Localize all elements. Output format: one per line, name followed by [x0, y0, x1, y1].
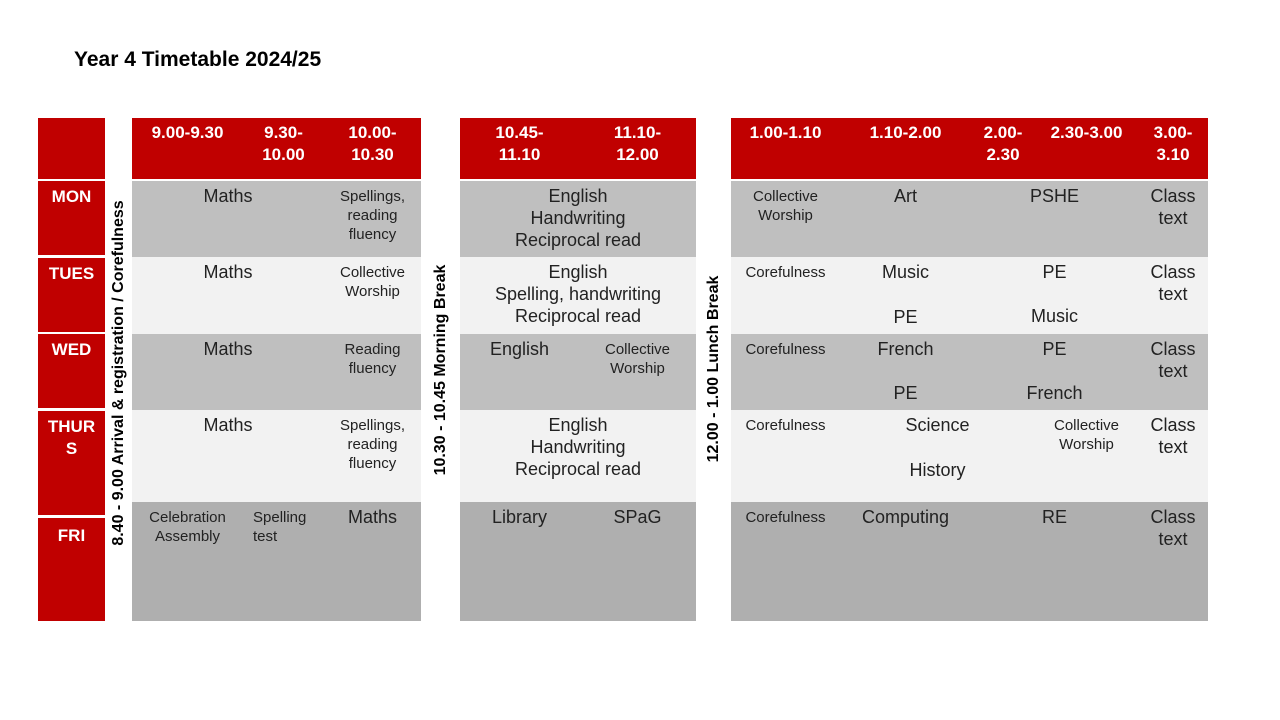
fri-spag: SPaG [579, 502, 696, 621]
wed-english: English [460, 334, 579, 410]
page-title: Year 4 Timetable 2024/25 [74, 48, 322, 71]
thurs-english: English Handwriting Reciprocal read [460, 410, 696, 502]
header-corner [38, 118, 105, 179]
tues-worship: Collective Worship [324, 257, 421, 334]
day-fri: FRI [38, 518, 105, 621]
mon-maths: Maths [132, 181, 324, 257]
fri-computing: Computing [840, 502, 971, 621]
wed-reading: Reading fluency [324, 334, 421, 410]
wed-french-pe [840, 334, 971, 410]
tues-class-text: Class text [1138, 257, 1208, 334]
thurs-history: History [909, 460, 966, 480]
tues-music: Music [881, 262, 929, 282]
wed-corefulness: Corefulness [731, 334, 840, 410]
thurs-class-text: Class text [1138, 410, 1208, 502]
fri-corefulness: Corefulness [731, 502, 840, 621]
wed-pe-french [971, 334, 1138, 410]
mon-pshe: PSHE [971, 181, 1138, 257]
day-wed: WED [38, 334, 105, 408]
tues-maths: Maths [132, 257, 324, 334]
mon-worship: Collective Worship [731, 181, 840, 257]
header-10-00: 10.00- 10.30 [324, 118, 421, 179]
morning-break-label: 10.30 - 10.45 Morning Break [432, 264, 449, 476]
fri-celebration-assembly: Celebration Assembly [132, 502, 243, 621]
fri-maths: Maths [324, 502, 421, 621]
thurs-maths: Maths [132, 410, 324, 502]
wed-french-b: French [1026, 383, 1083, 403]
mon-english: English Handwriting Reciprocal read [460, 181, 696, 257]
header-2-30: 2.30-3.00 [1035, 118, 1138, 179]
header-9-00: 9.00-9.30 [132, 118, 243, 179]
wed-maths: Maths [132, 334, 324, 410]
day-tues: TUES [38, 258, 105, 332]
header-1-00: 1.00-1.10 [731, 118, 840, 179]
tues-corefulness: Corefulness [731, 257, 840, 334]
fri-spelling-test: Spelling test [243, 502, 324, 621]
thurs-spellings: Spellings, reading fluency [324, 410, 421, 502]
tues-pe-music [971, 257, 1138, 334]
thurs-science: Science [905, 415, 970, 435]
arrival-break-label: 8.40 - 9.00 Arrival & registration / Corefulness [110, 200, 127, 546]
fri-re: RE [971, 502, 1138, 621]
tues-pe: PE [893, 307, 918, 327]
tues-pe-b: PE [1042, 262, 1067, 282]
thurs-worship: Collective Worship [1035, 410, 1138, 502]
tues-music-b: Music [1030, 306, 1078, 326]
lunch-break-label: 12.00 - 1.00 Lunch Break [705, 275, 722, 463]
mon-class-text: Class text [1138, 181, 1208, 257]
fri-library: Library [460, 502, 579, 621]
wed-class-text: Class text [1138, 334, 1208, 410]
mon-spellings: Spellings, reading fluency [324, 181, 421, 257]
header-11-10: 11.10- 12.00 [579, 118, 696, 179]
day-mon: MON [38, 181, 105, 255]
mon-art: Art [840, 181, 971, 257]
thurs-science-history [840, 410, 1035, 502]
header-10-45: 10.45- 11.10 [460, 118, 579, 179]
header-3-00: 3.00- 3.10 [1138, 118, 1208, 179]
wed-worship: Collective Worship [579, 334, 696, 410]
tues-music-pe [840, 257, 971, 334]
header-9-30: 9.30- 10.00 [243, 118, 324, 179]
fri-class-text: Class text [1138, 502, 1208, 621]
day-thurs: THUR S [38, 411, 105, 515]
wed-pe: PE [893, 383, 918, 403]
header-2-00: 2.00- 2.30 [971, 118, 1035, 179]
tues-english: English Spelling, handwriting Reciprocal read [460, 257, 696, 334]
header-1-10: 1.10-2.00 [840, 118, 971, 179]
wed-pe-b: PE [1042, 339, 1067, 359]
wed-french: French [877, 339, 934, 359]
thurs-corefulness: Corefulness [731, 410, 840, 502]
